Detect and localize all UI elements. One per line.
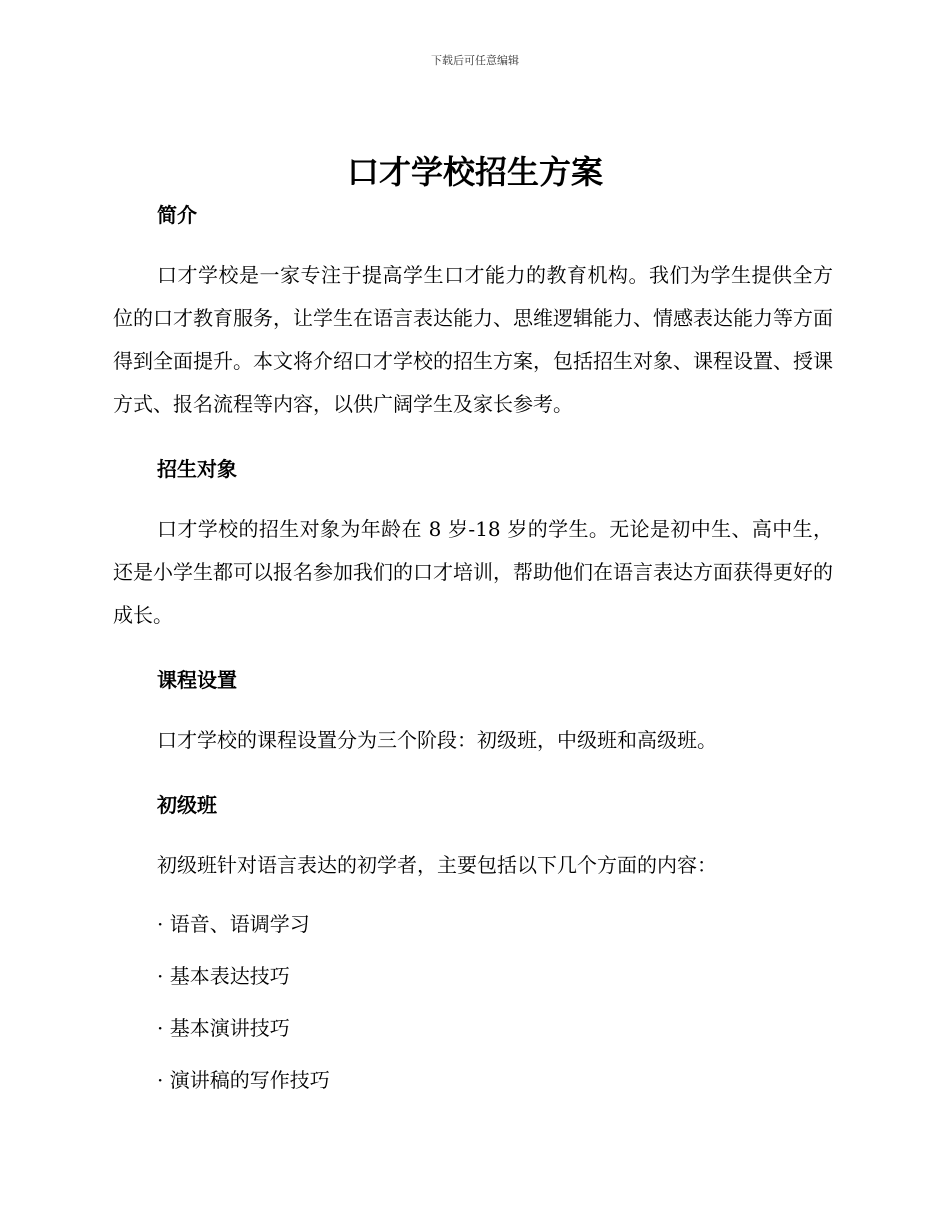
list-item: · 语音、语调学习	[157, 912, 310, 936]
section-beginner	[113, 790, 833, 1095]
list-item: · 基本演讲技巧	[157, 1016, 290, 1040]
section-heading-target: 招生对象	[157, 457, 237, 481]
document-title: 口才学校招生方案	[346, 153, 603, 191]
paragraph-beginner: 初级班针对语言表达的初学者，主要包括以下几个方面的内容：	[157, 853, 717, 877]
section-courses	[113, 665, 833, 762]
list-item: · 演讲稿的写作技巧	[157, 1068, 330, 1092]
list-item: · 基本表达技巧	[157, 964, 290, 988]
section-heading-courses: 课程设置	[157, 668, 237, 692]
document-body	[113, 200, 833, 1095]
section-heading-beginner: 初级班	[157, 793, 217, 817]
section-heading-intro: 简介	[157, 203, 197, 227]
section-target	[113, 454, 833, 637]
paragraph-target: 口才学校的招生对象为年龄在 8 岁-18 岁的学生。无论是初中生、高中生，还是小学生都可以报名参加我们的口才培训，帮助他们在语言表达方面获得更好的成长。	[113, 517, 833, 627]
header-note: 下载后可任意编辑	[431, 54, 519, 67]
paragraph-courses: 口才学校的课程设置分为三个阶段：初级班，中级班和高级班。	[157, 728, 717, 752]
paragraph-intro: 口才学校是一家专注于提高学生口才能力的教育机构。我们为学生提供全方位的口才教育服务，让学生在语言表达能力、思维逻辑能力、情感表达能力等方面得到全面提升。本文将介绍口才学校的招生方案，包括招生对象、课程设置、授课方式、报名流程等内容，以供广阔学生及家长参考。	[113, 263, 833, 416]
section-intro	[113, 200, 833, 426]
